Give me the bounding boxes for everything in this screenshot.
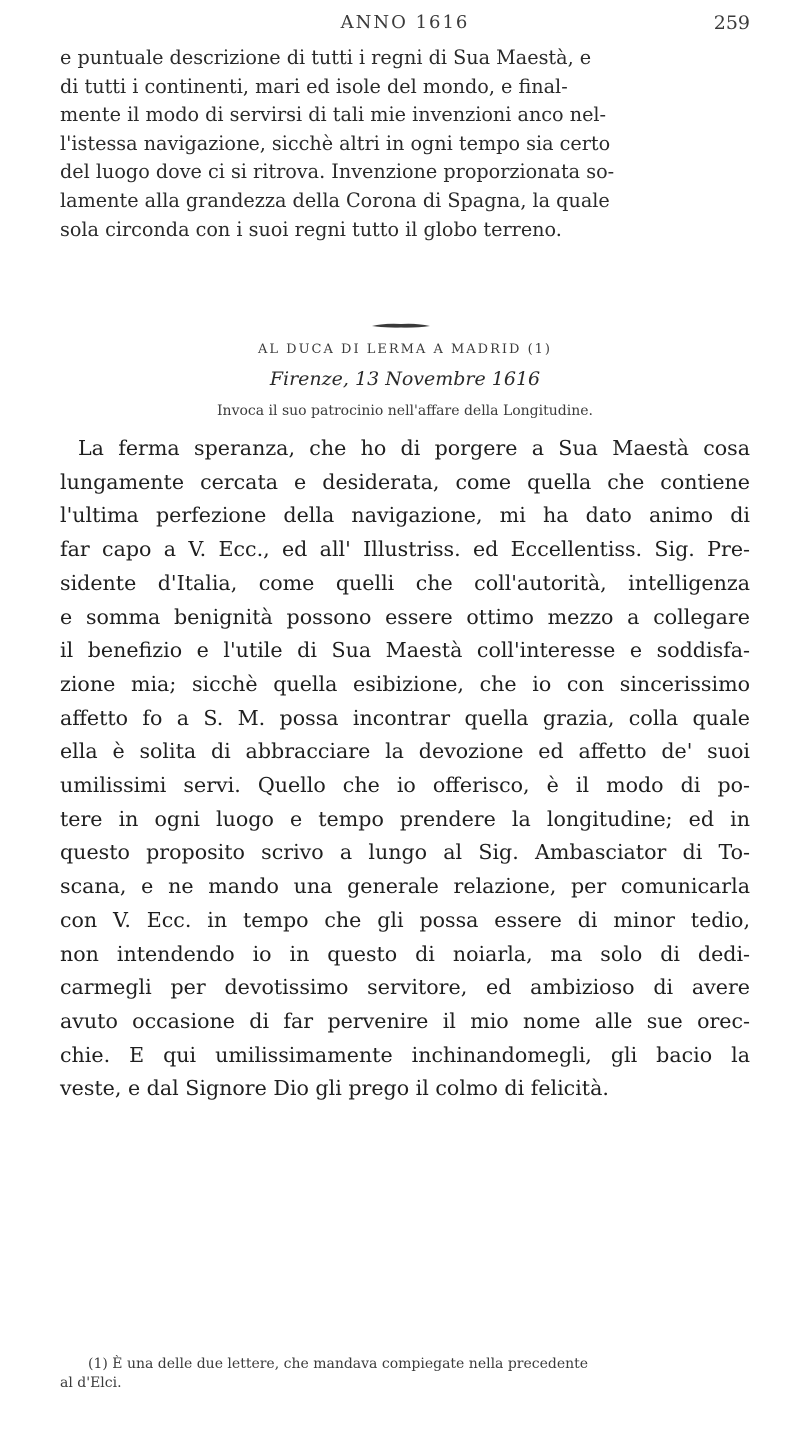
- text-line: ella è solita di abbracciare la devozione ed affetto de' suoi: [60, 739, 750, 764]
- footnote-line: (1) È una delle due lettere, che mandava compiegate nella precedente: [88, 1356, 589, 1372]
- text-line: l'ultima perfezione della navigazione, mi ha dato animo di: [60, 503, 750, 528]
- text-line: sola circonda con i suoi regni tutto il globo terreno.: [60, 217, 562, 241]
- letter-dateline: Firenze, 13 Novembre 1616: [269, 368, 541, 390]
- text-line: l'istessa navigazione, sicchè altri in ogni tempo sia certo: [60, 131, 611, 155]
- footnote-line: al d'Elci.: [60, 1375, 122, 1391]
- divider-ornament-icon: [372, 322, 430, 330]
- text-line: e puntuale descrizione di tutti i regni di Sua Maestà, e: [60, 46, 592, 69]
- text-line: sidente d'Italia, come quelli che coll'autorità, intelligenza: [60, 570, 750, 595]
- text-line: lamente alla grandezza della Corona di Spagna, la quale: [60, 188, 610, 212]
- text-line: lungamente cercata e desiderata, come quella che contiene: [60, 469, 750, 494]
- text-line: con V. Ecc. in tempo che gli possa essere di minor tedio,: [60, 907, 750, 932]
- text-line: carmegli per devotissimo servitore, ed ambizioso di avere: [60, 975, 750, 1000]
- text-line: avuto occasione di far pervenire il mio nome alle sue orec-: [60, 1008, 750, 1033]
- text-line: del luogo dove ci si ritrova. Invenzione proporzionata so-: [60, 160, 615, 184]
- text-line: affetto fo a S. M. possa incontrar quella grazia, colla quale: [60, 705, 750, 730]
- text-line: il benefizio e l'utile di Sua Maestà coll'interesse e soddisfa-: [60, 638, 750, 663]
- text-line: questo proposito scrivo a lungo al Sig. Ambasciator di To-: [60, 840, 750, 865]
- text-line: mente il modo di servirsi di tali mie invenzioni anco nel-: [60, 103, 607, 127]
- continued-paragraph: [60, 44, 750, 244]
- text-line: umilissimi servi. Quello che io offerisco, è il modo di po-: [60, 773, 750, 798]
- text-line: La ferma speranza, che ho di porgere a Sua Maestà cosa: [78, 436, 750, 460]
- running-head: ANNO 1616: [340, 12, 470, 33]
- letter-summary: Invoca il suo patrocinio nell'affare della Longitudine.: [217, 403, 593, 419]
- text-line: scana, e ne mando una generale relazione, per comunicarla: [60, 874, 750, 899]
- page-number: 259: [713, 12, 750, 34]
- text-line: tere in ogni luogo e tempo prendere la longitudine; ed in: [60, 806, 750, 831]
- text-line: di tutti i continenti, mari ed isole del mondo, e final-: [60, 74, 568, 98]
- footnote: [60, 1355, 750, 1393]
- letter-body: [60, 432, 750, 1106]
- text-line: far capo a V. Ecc., ed all' Illustriss. ed Eccellentiss. Sig. Pre-: [60, 537, 750, 562]
- text-line: non intendendo io in questo di noiarla, ma solo di dedi-: [60, 941, 750, 966]
- text-line: e somma benignità possono essere ottimo mezzo a collegare: [60, 604, 750, 629]
- letter-heading: AL DUCA DI LERMA A MADRID (1): [258, 342, 552, 357]
- page-header: [60, 12, 750, 42]
- text-line: veste, e dal Signore Dio gli prego il colmo di felicità.: [60, 1076, 609, 1101]
- text-line: chie. E qui umilissimamente inchinandomegli, gli bacio la: [60, 1042, 750, 1067]
- text-line: zione mia; sicchè quella esibizione, che io con sincerissimo: [60, 671, 750, 696]
